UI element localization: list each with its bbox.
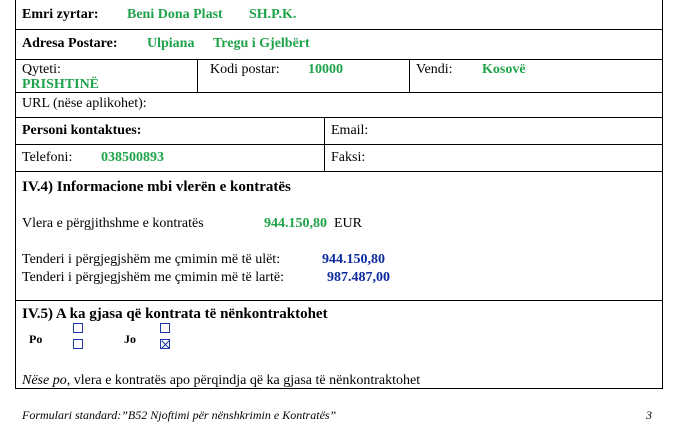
total-value-label: Vlera e përgjithshme e kontratës bbox=[22, 216, 204, 231]
city-value: PRISHTINË bbox=[22, 77, 100, 92]
option-no-label: Jo bbox=[124, 332, 136, 346]
lowest-tender-label: Tenderi i përgjegjshëm me çmimin më të ulët: bbox=[22, 252, 281, 267]
total-value-currency: EUR bbox=[334, 216, 362, 231]
section-iv4-heading: IV.4) Informacione mbi vlerën e kontratës bbox=[22, 179, 291, 195]
highest-tender-value: 987.487,00 bbox=[327, 270, 390, 285]
url-label: URL (nëse aplikohet): bbox=[22, 96, 147, 111]
section-contract-value bbox=[16, 172, 662, 301]
official-name-value: Beni Dona Plast bbox=[127, 7, 223, 22]
postal-address-value: Ulpiana bbox=[147, 36, 195, 51]
section-subcontracting bbox=[16, 301, 662, 389]
row-url bbox=[16, 93, 662, 118]
fax-label: Faksi: bbox=[331, 150, 366, 165]
country-label: Vendi: bbox=[416, 62, 453, 77]
official-name-suffix: SH.P.K. bbox=[249, 7, 297, 22]
form-frame bbox=[15, 0, 663, 389]
city-label: Qyteti: bbox=[22, 62, 61, 77]
section-iv5-heading: IV.5) A ka gjasa që kontrata të nënkontraktohet bbox=[22, 306, 328, 322]
subcontract-note-condition: Nëse po, bbox=[22, 373, 71, 388]
postal-code-value: 10000 bbox=[308, 62, 343, 77]
postal-code-label: Kodi postar: bbox=[210, 62, 280, 77]
no-checkbox-checked[interactable] bbox=[160, 339, 170, 349]
footer-form-name: Formulari standard:”B52 Njoftimi për nënshkrimin e Kontratës” bbox=[22, 408, 337, 422]
phone-value: 038500893 bbox=[101, 150, 164, 165]
total-value-amount: 944.150,80 bbox=[264, 216, 327, 231]
phone-label: Telefoni: bbox=[22, 150, 73, 165]
subcontract-note-text: vlera e kontratës apo përqindja që ka gjasa të nënkontraktohet bbox=[73, 373, 421, 388]
highest-tender-label: Tenderi i përgjegjshëm me çmimin më të lartë: bbox=[22, 270, 284, 285]
subcontract-note bbox=[22, 373, 420, 389]
country-value: Kosovë bbox=[482, 62, 526, 77]
option-yes-label: Po bbox=[29, 332, 43, 346]
row-contact-email bbox=[16, 118, 662, 145]
contact-person-label: Personi kontaktues: bbox=[22, 123, 142, 138]
row-city-postal-country bbox=[16, 60, 662, 93]
yes-checkbox-top[interactable] bbox=[73, 323, 83, 333]
no-checkbox-top[interactable] bbox=[160, 323, 170, 333]
row-phone-fax bbox=[16, 145, 662, 172]
footer-page-number: 3 bbox=[646, 408, 652, 422]
yes-checkbox[interactable] bbox=[73, 339, 83, 349]
row-official-name bbox=[16, 0, 662, 30]
lowest-tender-value: 944.150,80 bbox=[322, 252, 385, 267]
postal-address-detail: Tregu i Gjelbërt bbox=[213, 36, 310, 51]
email-label: Email: bbox=[331, 123, 369, 138]
postal-address-label: Adresa Postare: bbox=[22, 36, 118, 51]
row-postal-address bbox=[16, 30, 662, 60]
official-name-label: Emri zyrtar: bbox=[22, 7, 99, 22]
